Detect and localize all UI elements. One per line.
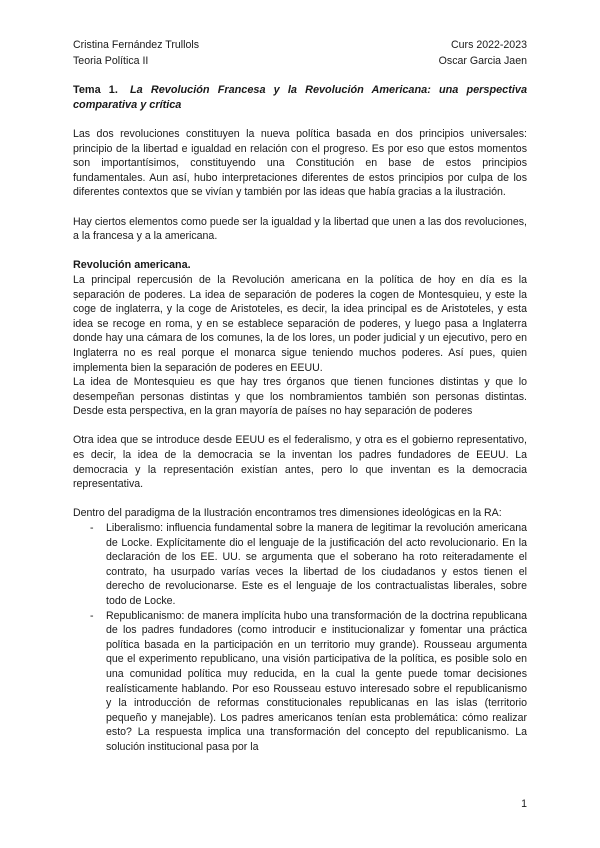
author-name: Cristina Fernández Trullols [73,39,199,51]
ideology-list [73,521,527,755]
intro-paragraph-1: Las dos revoluciones constituyen la nueva política basada en dos principios universales: principio de la libertad e igualdad en relación con el progreso. Es por eso que estos momentos son importantísimos, constituyendo una Constitución en base de estos principios fundamentales. Aun así, hubo interpretaciones diferentes de estos principios por culpa de los diferentes contextos que se vivían y también por las ideas que había gracias a la ilustración. [73,128,527,199]
document-title [73,83,527,113]
header-left [73,37,199,69]
list-bullet: - [90,609,94,622]
header-right [439,37,527,69]
american-paragraph-2: La idea de Montesquieu es que hay tres órganos que tienen funciones distintas y que lo desempeñan personas distintas y que los nombramientos también son personas distintas. Desde esta perspectiva, en la gran mayoría de países no hay separación de poderes [73,376,527,418]
academic-year: Curs 2022-2023 [451,39,527,51]
list-item-text: Liberalismo: influencia fundamental sobre la manera de legitimar la revolución americana de Locke. Explícitamente dio el lenguaje de la justificación del acto revolucionario. En la declaración de los EE. UU. se argumenta que el soberano ha roto reiteradamente el contrato, ha usurpado varías veces la libertad de los ciudadanos y estos tienen el derecho de revolucionarse. Este es el lenguaje de los contractualistas liberales, sobre todo de Locke. [106,522,527,607]
page-number: 1 [521,798,527,810]
american-paragraph-4: Dentro del paradigma de la Ilustración encontramos tres dimensiones ideológicas en la RA: [73,507,502,520]
list-bullet: - [90,522,94,535]
page-header [73,37,527,69]
teacher-name: Oscar Garcia Jaen [438,55,527,67]
american-paragraph-3: Otra idea que se introduce desde EEUU es el federalismo, y otra es el gobierno representativo, es decir, la idea de la democracia se la inventan los padres fundadores de EEUU. La democracia y la representación existían antes, pero lo que inventan es la democracia representativa. [73,434,527,491]
list-item [90,609,527,755]
american-paragraph-1: La principal repercusión de la Revolución americana en la política de hoy en día es la separación de poderes. La idea de separación de poderes la cogen de Montesquieu, y este la coge de inglaterra, y la coge de Aristoteles, es decir, la idea principal es de Aristoteles, y esta idea se recoge en roma, y en se establece separación de poderes, y luego pasa a Inglaterra donde hay una cámara de los comunes, la de los lores, un poder judicial y un ejecutivo, pero en Inglaterra no es real porque el monarca sigue teniendo muchos poderes. Así pues, quien implementa bien la separación de poderes en EEUU. [73,273,527,374]
section-heading: Revolución americana. [73,259,191,272]
list-item-text: Republicanismo: de manera implícita hubo una transformación de la doctrina republicana de los padres fundadores (como introducir e institucionalizar y fomentar una práctica política basada en la participación en un territorio muy grande). Rousseau argumenta que el experimento republicano, una visión participativa de la política, es posible solo en una comunidad política muy reducida, en la cual la gente puede tomar decisiones realísticamente hablando. Por eso Rousseau estuvo interesado sobre el republicanismo y la introducción de reformas constitucionales republicanas en las islas (territorio pequeño y manejable). Los padres americanos tenían esta problemática: cómo realizar esto? La respuesta implica una transformación del concepto del republicanismo. La solución institucional pasa por la [106,609,527,753]
topic-label: Tema 1. [73,84,118,96]
intro-paragraph-2: Hay ciertos elementos como puede ser la igualdad y la libertad que unen a las dos revoluciones, a la francesa y a la americana. [73,215,527,243]
topic-title: La Revolución Francesa y la Revolución Americana: una perspectiva comparativa y crítica [73,84,528,111]
list-item [90,521,527,609]
course-name: Teoria Política II [73,55,149,67]
